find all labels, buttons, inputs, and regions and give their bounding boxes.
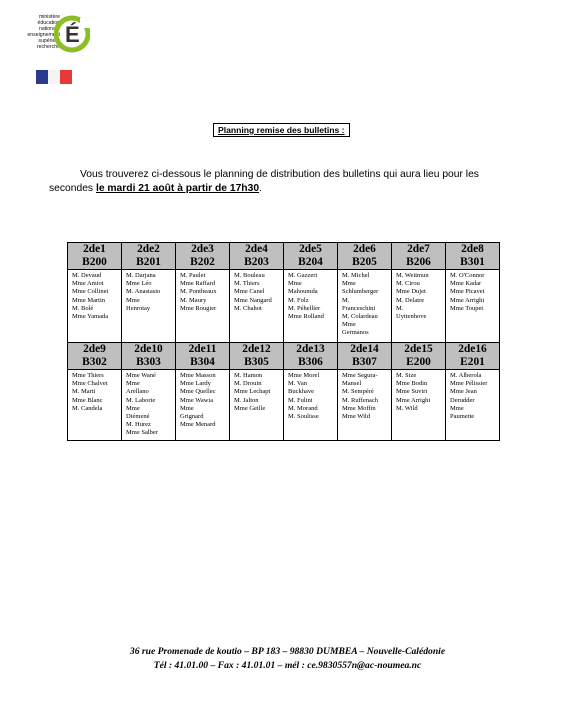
class-header-cell xyxy=(392,343,446,370)
teacher-name: M. Fulini xyxy=(288,396,313,404)
teacher-name: M. Jalton xyxy=(234,396,259,404)
class-header-cell xyxy=(446,243,500,270)
teacher-name: Mme Blanc xyxy=(72,396,103,404)
teacher-list xyxy=(68,270,122,343)
teacher-name: M. Van xyxy=(288,380,308,388)
teacher-name: Mme Martin xyxy=(72,296,106,304)
class-name: 2de9 xyxy=(83,343,106,355)
teacher-name: M. O'Connor xyxy=(450,272,485,279)
teacher-name: M. xyxy=(396,304,404,312)
teacher-name: Mme xyxy=(342,321,356,329)
class-header-cell xyxy=(446,343,500,370)
teacher-name: Mme Moffin xyxy=(342,404,376,412)
teacher-name: Mme Léo xyxy=(126,280,152,288)
teacher-list xyxy=(284,370,338,441)
bulletin-schedule-table xyxy=(67,242,500,441)
teacher-name: Mme Canel xyxy=(234,288,265,296)
teacher-name: M. Pontheaux xyxy=(180,288,217,296)
teacher-name: M. Sempéré xyxy=(342,388,374,396)
class-name: 2de10 xyxy=(134,343,163,355)
class-name: 2de14 xyxy=(350,343,379,355)
logo-text: ministère éducation nationale enseignement supérieur recherche xyxy=(27,14,60,50)
room-number: B201 xyxy=(136,256,161,268)
teacher-name: M. Péhellier xyxy=(288,304,321,312)
class-name: 2de2 xyxy=(137,243,160,255)
teacher-list xyxy=(392,370,446,441)
class-header-cell xyxy=(392,243,446,270)
room-number: B204 xyxy=(298,256,323,268)
logo-letter: É xyxy=(65,22,80,47)
teacher-name: M. Anastasio xyxy=(126,288,161,296)
teacher-list xyxy=(284,270,338,343)
teacher-name: Buckhave xyxy=(288,388,314,396)
teacher-name: Mme Quellec xyxy=(180,388,216,396)
teacher-list xyxy=(446,270,500,343)
teacher-name: M. Alberola xyxy=(450,372,482,379)
class-name: 2de16 xyxy=(458,343,487,355)
teacher-list xyxy=(122,370,176,441)
teacher-name: Mme Picavet xyxy=(450,288,485,296)
class-header-cell xyxy=(122,243,176,270)
teacher-name: M. Paulet xyxy=(180,272,206,279)
teacher-list xyxy=(338,370,392,441)
room-number: E201 xyxy=(460,356,485,368)
room-number: B205 xyxy=(352,256,377,268)
teacher-name: Mme Raffard xyxy=(180,280,216,288)
footer-contact: Tél : 41.01.00 – Fax : 41.01.01 – mél : ce.9830557n@ac-noumea.nc xyxy=(153,660,422,671)
teacher-name: Schlumberger xyxy=(342,288,379,296)
teacher-name: M. xyxy=(342,296,350,304)
teacher-name: Mme xyxy=(288,280,302,288)
teacher-name: Mme Wané xyxy=(126,372,156,379)
class-name: 2de13 xyxy=(296,343,325,355)
teacher-name: Mansel xyxy=(342,380,362,388)
teacher-name: Mme xyxy=(450,404,464,412)
class-name: 2de6 xyxy=(353,243,376,255)
teacher-name: Mme Jean xyxy=(450,388,477,396)
class-name: 2de15 xyxy=(404,343,433,355)
teacher-name: Arellano xyxy=(126,388,149,396)
class-header-cell xyxy=(176,243,230,270)
class-header-cell xyxy=(68,243,122,270)
teacher-name: M. Maury xyxy=(180,296,207,304)
teacher-name: Henrotay xyxy=(126,304,151,312)
teacher-list xyxy=(68,370,122,441)
teacher-name: Mme Rougier xyxy=(180,304,217,312)
teacher-name: M. Cirou xyxy=(396,280,420,288)
footer-address: 36 rue Promenade de koutio – BP 183 – 98830 DUMBEA – Nouvelle-Calédonie xyxy=(129,646,446,657)
class-header-cell xyxy=(176,343,230,370)
room-number: B303 xyxy=(136,356,161,368)
room-number: B302 xyxy=(82,356,107,368)
room-number: B202 xyxy=(190,256,215,268)
teacher-name: Mme Menard xyxy=(180,421,216,429)
teacher-name: Mme Wawia xyxy=(180,396,214,404)
room-number: B305 xyxy=(244,356,269,368)
document-title: Planning remise des bulletins : xyxy=(213,123,350,137)
teacher-name: M. Michel xyxy=(342,272,370,279)
class-header-row xyxy=(68,243,500,270)
teacher-name: Mme Toupet xyxy=(450,304,484,312)
teacher-name: Mme Kadar xyxy=(450,280,482,288)
teacher-name: Mme xyxy=(180,404,194,412)
teacher-name: M. Darjana xyxy=(126,272,156,279)
teacher-name: M. Bolé xyxy=(72,304,94,312)
teacher-list xyxy=(392,270,446,343)
room-number: B301 xyxy=(460,256,485,268)
intro-line-2: secondes le mardi 21 août à partir de 17h30. xyxy=(49,183,262,194)
teacher-name: M. Weitmun xyxy=(396,272,429,279)
teacher-name: M. Soulisse xyxy=(288,413,319,421)
teacher-name: Mme xyxy=(126,404,140,412)
teacher-name: Mme Thiers xyxy=(72,372,104,379)
teacher-name: Mme Collinet xyxy=(72,288,109,296)
distribution-date: le mardi 21 août à partir de 17h30 xyxy=(95,183,260,194)
teacher-name: M. Laborie xyxy=(126,396,156,404)
teacher-name: M. Hurez xyxy=(126,421,151,429)
teacher-name: M. Ruffenach xyxy=(342,396,378,404)
teacher-name: M. Gazzeri xyxy=(288,272,318,279)
teacher-name: Mme Dujet xyxy=(396,288,426,296)
teacher-name: Mme Lardy xyxy=(180,380,211,388)
ministry-logo xyxy=(24,10,90,96)
room-number: B306 xyxy=(298,356,323,368)
teacher-name: M. Folz xyxy=(288,296,309,304)
room-number: B200 xyxy=(82,256,107,268)
teacher-name: Mme Pélissier xyxy=(450,380,488,388)
teacher-name: Mme xyxy=(126,296,140,304)
teacher-name: Mme Masson xyxy=(180,372,216,379)
class-header-cell xyxy=(338,243,392,270)
class-header-cell xyxy=(230,343,284,370)
room-number: B304 xyxy=(190,356,215,368)
teacher-name: M. Morand xyxy=(288,404,318,412)
class-name: 2de5 xyxy=(299,243,322,255)
class-header-cell xyxy=(68,343,122,370)
e-logo-icon xyxy=(54,10,90,56)
teacher-name: Mme Segura- xyxy=(342,372,378,379)
teacher-name: Germanos xyxy=(342,329,369,337)
room-number: E200 xyxy=(406,356,431,368)
intro-line-1: Vous trouverez ci-dessous le planning de distribution des bulletins qui aura lieu pour les xyxy=(80,169,479,180)
teacher-name: Diémené xyxy=(126,413,150,421)
teacher-list xyxy=(230,270,284,343)
class-header-cell xyxy=(284,243,338,270)
teacher-name: M. Chahot xyxy=(234,304,262,312)
class-header-cell xyxy=(230,243,284,270)
class-header-row xyxy=(68,343,500,370)
teacher-name: M. Hamon xyxy=(234,372,263,379)
teacher-name: M. Colardeau xyxy=(342,313,378,321)
room-number: B307 xyxy=(352,356,377,368)
teacher-name: Mme Salber xyxy=(126,429,158,437)
teacher-name: Mme Rolland xyxy=(288,313,324,321)
teacher-list xyxy=(176,270,230,343)
teacher-name: Paumette xyxy=(450,413,475,421)
teacher-name: Mme Morel xyxy=(288,372,320,379)
class-header-cell xyxy=(284,343,338,370)
teacher-name: M. Marti xyxy=(72,388,96,396)
teacher-name: Mahoumda xyxy=(288,288,318,296)
class-name: 2de11 xyxy=(188,343,217,355)
teacher-list xyxy=(338,270,392,343)
class-header-cell xyxy=(122,343,176,370)
teacher-name: Mme Yamada xyxy=(72,313,109,321)
room-number: B203 xyxy=(244,256,269,268)
teacher-name: Mme Wild xyxy=(342,413,370,421)
teacher-name: Mme Bodin xyxy=(396,380,428,388)
teacher-name: Mme Nangard xyxy=(234,296,272,304)
teacher-name: Franceschini xyxy=(342,304,376,312)
teacher-name: Mme Amiot xyxy=(72,280,104,288)
teacher-list xyxy=(446,370,500,441)
teacher-name: Mme Chalvet xyxy=(72,380,108,388)
teacher-names-row xyxy=(68,270,500,343)
class-name: 2de1 xyxy=(83,243,106,255)
teacher-names-row xyxy=(68,370,500,441)
teacher-name: M. Wild xyxy=(396,404,418,412)
teacher-name: Mme Suviri xyxy=(396,388,428,396)
class-name: 2de4 xyxy=(245,243,268,255)
teacher-name: Grignard xyxy=(180,413,204,421)
teacher-name: M. Bouleau xyxy=(234,272,265,279)
class-name: 2de7 xyxy=(407,243,430,255)
class-name: 2de8 xyxy=(461,243,484,255)
teacher-name: Mme Geille xyxy=(234,404,266,412)
teacher-name: Uyttenhove xyxy=(396,313,427,321)
teacher-name: M. Candela xyxy=(72,404,103,412)
teacher-name: M. Delatre xyxy=(396,296,425,304)
teacher-name: M. Size xyxy=(396,372,417,379)
class-header-cell xyxy=(338,343,392,370)
teacher-name: Mme Arrighi xyxy=(450,296,485,304)
teacher-name: M. Devaud xyxy=(72,272,102,279)
teacher-list xyxy=(230,370,284,441)
teacher-list xyxy=(122,270,176,343)
teacher-name: M. Drouin xyxy=(234,380,262,388)
teacher-name: Mme Arrighi xyxy=(396,396,431,404)
room-number: B206 xyxy=(406,256,431,268)
teacher-list xyxy=(176,370,230,441)
teacher-name: Mme xyxy=(342,280,356,288)
teacher-name: M. Thiers xyxy=(234,280,260,288)
class-name: 2de3 xyxy=(191,243,214,255)
teacher-name: Mme Lechapt xyxy=(234,388,271,396)
class-name: 2de12 xyxy=(242,343,271,355)
french-flag-icon xyxy=(36,70,74,92)
teacher-name: Derudder xyxy=(450,396,475,404)
teacher-name: Mme xyxy=(126,380,140,388)
